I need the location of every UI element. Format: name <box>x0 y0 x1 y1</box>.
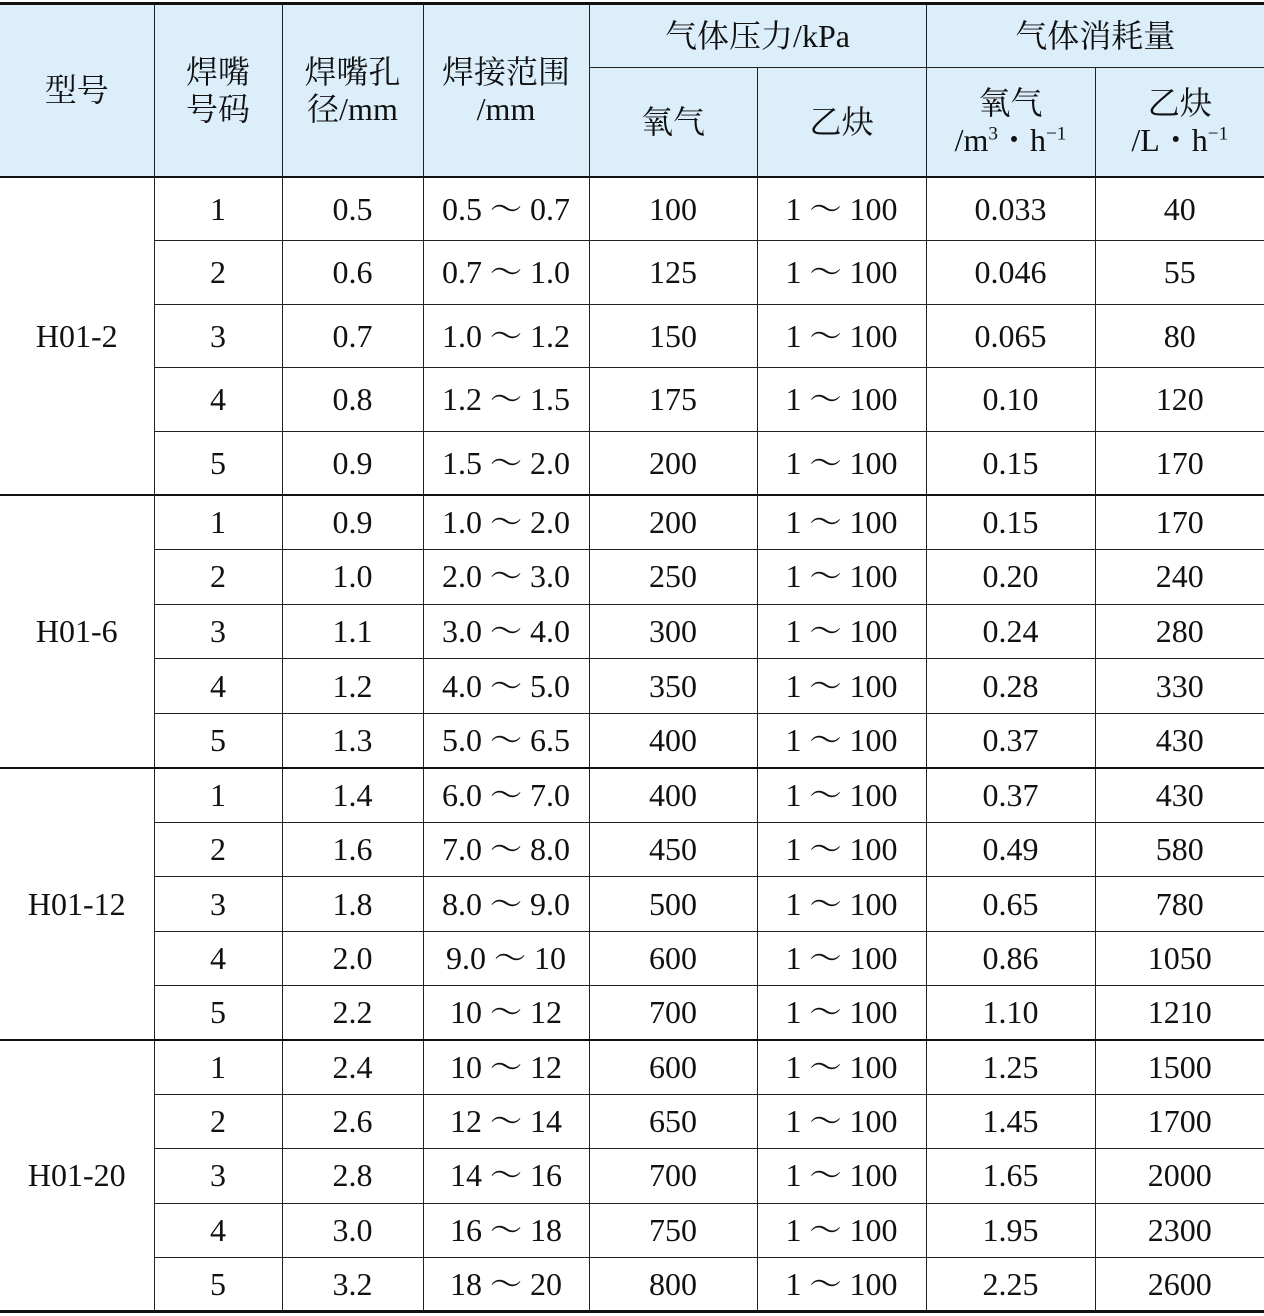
acetylene-pressure-cell: 1 ～ 100 <box>757 768 926 822</box>
table-row <box>0 368 1264 432</box>
welding-torch-spec-table <box>0 2 1264 1313</box>
oxygen-pressure-cell: 250 <box>589 550 757 605</box>
acetylene-pressure-cell: 1 ～ 100 <box>757 304 926 368</box>
table-row <box>0 431 1264 495</box>
oxygen-consumption-cell: 1.45 <box>926 1094 1095 1148</box>
acetylene-pressure-cell: 1 ～ 100 <box>757 877 926 931</box>
oxygen-consumption-cell: 0.49 <box>926 822 1095 876</box>
tip-diameter-cell: 0.9 <box>282 495 423 550</box>
tip-diameter-cell: 1.8 <box>282 877 423 931</box>
oxygen-pressure-cell: 800 <box>589 1257 757 1311</box>
tip-number-cell: 5 <box>154 986 282 1040</box>
model-group <box>0 768 1264 1040</box>
acetylene-pressure-cell: 1 ～ 100 <box>757 986 926 1040</box>
table-row <box>0 241 1264 305</box>
tip-number-cell: 4 <box>154 368 282 432</box>
header-oxygen-pressure: 氧气 <box>589 68 757 178</box>
table-row <box>0 550 1264 605</box>
header-oxygen-consumption <box>926 68 1095 178</box>
oxygen-pressure-cell: 125 <box>589 241 757 305</box>
weld-range-cell: 10 ～ 12 <box>423 1040 589 1094</box>
tip-number-cell: 1 <box>154 495 282 550</box>
tip-number-cell: 2 <box>154 241 282 305</box>
tip-number-cell: 3 <box>154 604 282 659</box>
acetylene-consumption-cell: 280 <box>1095 604 1264 659</box>
weld-range-cell: 4.0 ～ 5.0 <box>423 659 589 714</box>
acetylene-consumption-cell: 780 <box>1095 877 1264 931</box>
acetylene-pressure-cell: 1 ～ 100 <box>757 550 926 605</box>
table-row <box>0 986 1264 1040</box>
header-acetylene-pressure: 乙炔 <box>757 68 926 178</box>
tip-number-cell: 3 <box>154 877 282 931</box>
weld-range-cell: 16 ～ 18 <box>423 1203 589 1257</box>
acetylene-consumption-cell: 2000 <box>1095 1149 1264 1203</box>
weld-range-cell: 10 ～ 12 <box>423 986 589 1040</box>
oxygen-pressure-cell: 350 <box>589 659 757 714</box>
oxygen-pressure-cell: 600 <box>589 1040 757 1094</box>
table-row <box>0 495 1264 550</box>
tip-diameter-cell: 0.5 <box>282 177 423 241</box>
acetylene-pressure-cell: 1 ～ 100 <box>757 931 926 985</box>
tip-diameter-cell: 0.6 <box>282 241 423 305</box>
acetylene-pressure-cell: 1 ～ 100 <box>757 177 926 241</box>
oxygen-pressure-cell: 600 <box>589 931 757 985</box>
acetylene-consumption-cell: 240 <box>1095 550 1264 605</box>
acetylene-pressure-cell: 1 ～ 100 <box>757 1149 926 1203</box>
tip-diameter-cell: 1.4 <box>282 768 423 822</box>
oxygen-consumption-cell: 0.046 <box>926 241 1095 305</box>
oxygen-pressure-cell: 200 <box>589 495 757 550</box>
acetylene-pressure-cell: 1 ～ 100 <box>757 659 926 714</box>
oxygen-consumption-cell: 0.10 <box>926 368 1095 432</box>
model-group <box>0 495 1264 768</box>
acetylene-pressure-cell: 1 ～ 100 <box>757 1203 926 1257</box>
acetylene-consumption-cell: 120 <box>1095 368 1264 432</box>
oxygen-consumption-cell: 0.15 <box>926 495 1095 550</box>
acetylene-pressure-cell: 1 ～ 100 <box>757 495 926 550</box>
acetylene-consumption-cell: 55 <box>1095 241 1264 305</box>
acetylene-consumption-cell: 580 <box>1095 822 1264 876</box>
table-row <box>0 304 1264 368</box>
tip-diameter-cell: 2.0 <box>282 931 423 985</box>
tip-diameter-cell: 3.2 <box>282 1257 423 1311</box>
oxygen-consumption-cell: 2.25 <box>926 1257 1095 1311</box>
oxygen-consumption-cell: 0.065 <box>926 304 1095 368</box>
table-row <box>0 822 1264 876</box>
weld-range-cell: 1.2 ～ 1.5 <box>423 368 589 432</box>
oxygen-pressure-cell: 150 <box>589 304 757 368</box>
model-cell: H01-6 <box>0 495 154 768</box>
oxygen-pressure-cell: 400 <box>589 768 757 822</box>
header-acetylene-consumption <box>1095 68 1264 178</box>
table-row <box>0 604 1264 659</box>
table-header <box>0 4 1264 178</box>
acetylene-consumption-cell: 2600 <box>1095 1257 1264 1311</box>
weld-range-cell: 1.0 ～ 2.0 <box>423 495 589 550</box>
acetylene-pressure-cell: 1 ～ 100 <box>757 822 926 876</box>
acetylene-pressure-cell: 1 ～ 100 <box>757 241 926 305</box>
tip-number-cell: 5 <box>154 1257 282 1311</box>
oxygen-consumption-cell: 0.24 <box>926 604 1095 659</box>
oxygen-consumption-cell: 1.65 <box>926 1149 1095 1203</box>
tip-diameter-cell: 1.3 <box>282 713 423 768</box>
header-gas-consumption: 气体消耗量 <box>926 4 1264 68</box>
acetylene-pressure-cell: 1 ～ 100 <box>757 368 926 432</box>
model-cell: H01-12 <box>0 768 154 1040</box>
oxygen-pressure-cell: 300 <box>589 604 757 659</box>
weld-range-cell: 1.0 ～ 1.2 <box>423 304 589 368</box>
tip-number-cell: 4 <box>154 659 282 714</box>
tip-number-cell: 2 <box>154 1094 282 1148</box>
oxygen-consumption-cell: 1.10 <box>926 986 1095 1040</box>
tip-diameter-cell: 1.2 <box>282 659 423 714</box>
oxygen-consumption-cell: 0.37 <box>926 768 1095 822</box>
tip-diameter-cell: 2.6 <box>282 1094 423 1148</box>
tip-number-cell: 4 <box>154 931 282 985</box>
table-row <box>0 659 1264 714</box>
acetylene-pressure-cell: 1 ～ 100 <box>757 713 926 768</box>
acetylene-consumption-label: 乙炔 <box>1147 85 1212 122</box>
tip-number-cell: 4 <box>154 1203 282 1257</box>
oxygen-consumption-cell: 0.15 <box>926 431 1095 495</box>
acetylene-consumption-cell: 1050 <box>1095 931 1264 985</box>
tip-number-cell: 5 <box>154 431 282 495</box>
acetylene-pressure-cell: 1 ～ 100 <box>757 1257 926 1311</box>
tip-diameter-cell: 2.8 <box>282 1149 423 1203</box>
acetylene-consumption-cell: 2300 <box>1095 1203 1264 1257</box>
acetylene-consumption-cell: 430 <box>1095 768 1264 822</box>
header-tip-number: 焊嘴 号码 <box>154 4 282 178</box>
tip-diameter-cell: 1.1 <box>282 604 423 659</box>
tip-diameter-cell: 3.0 <box>282 1203 423 1257</box>
table-row <box>0 177 1264 241</box>
model-group <box>0 1040 1264 1312</box>
acetylene-consumption-cell: 1500 <box>1095 1040 1264 1094</box>
oxygen-pressure-cell: 700 <box>589 1149 757 1203</box>
oxygen-consumption-cell: 1.25 <box>926 1040 1095 1094</box>
model-group <box>0 177 1264 495</box>
acetylene-pressure-cell: 1 ～ 100 <box>757 604 926 659</box>
weld-range-cell: 1.5 ～ 2.0 <box>423 431 589 495</box>
table-row <box>0 713 1264 768</box>
acetylene-consumption-cell: 1700 <box>1095 1094 1264 1148</box>
oxygen-consumption-cell: 0.86 <box>926 931 1095 985</box>
header-model: 型号 <box>0 4 154 178</box>
tip-diameter-cell: 2.4 <box>282 1040 423 1094</box>
model-cell: H01-2 <box>0 177 154 495</box>
tip-number-cell: 1 <box>154 768 282 822</box>
oxygen-pressure-cell: 750 <box>589 1203 757 1257</box>
acetylene-pressure-cell: 1 ～ 100 <box>757 1094 926 1148</box>
tip-number-cell: 5 <box>154 713 282 768</box>
oxygen-consumption-cell: 0.28 <box>926 659 1095 714</box>
oxygen-pressure-cell: 500 <box>589 877 757 931</box>
oxygen-pressure-cell: 200 <box>589 431 757 495</box>
table-row <box>0 1149 1264 1203</box>
weld-range-cell: 0.5 ～ 0.7 <box>423 177 589 241</box>
table-row <box>0 877 1264 931</box>
weld-range-cell: 7.0 ～ 8.0 <box>423 822 589 876</box>
tip-diameter-cell: 0.7 <box>282 304 423 368</box>
oxygen-consumption-cell: 0.033 <box>926 177 1095 241</box>
tip-number-cell: 2 <box>154 822 282 876</box>
oxygen-consumption-cell: 0.65 <box>926 877 1095 931</box>
table-row <box>0 768 1264 822</box>
tip-diameter-cell: 0.9 <box>282 431 423 495</box>
tip-number-cell: 1 <box>154 177 282 241</box>
weld-range-cell: 5.0 ～ 6.5 <box>423 713 589 768</box>
acetylene-consumption-cell: 430 <box>1095 713 1264 768</box>
oxygen-pressure-cell: 450 <box>589 822 757 876</box>
weld-range-cell: 2.0 ～ 3.0 <box>423 550 589 605</box>
acetylene-consumption-cell: 1210 <box>1095 986 1264 1040</box>
oxygen-pressure-cell: 650 <box>589 1094 757 1148</box>
table-row <box>0 1094 1264 1148</box>
acetylene-pressure-cell: 1 ～ 100 <box>757 431 926 495</box>
oxygen-pressure-cell: 400 <box>589 713 757 768</box>
model-cell: H01-20 <box>0 1040 154 1312</box>
weld-range-cell: 18 ～ 20 <box>423 1257 589 1311</box>
acetylene-pressure-cell: 1 ～ 100 <box>757 1040 926 1094</box>
weld-range-cell: 9.0 ～ 10 <box>423 931 589 985</box>
tip-number-cell: 2 <box>154 550 282 605</box>
acetylene-consumption-cell: 330 <box>1095 659 1264 714</box>
tip-diameter-cell: 2.2 <box>282 986 423 1040</box>
acetylene-consumption-cell: 170 <box>1095 431 1264 495</box>
acetylene-consumption-cell: 80 <box>1095 304 1264 368</box>
weld-range-cell: 6.0 ～ 7.0 <box>423 768 589 822</box>
oxygen-consumption-cell: 1.95 <box>926 1203 1095 1257</box>
weld-range-cell: 0.7 ～ 1.0 <box>423 241 589 305</box>
header-gas-pressure: 气体压力/kPa <box>589 4 926 68</box>
tip-diameter-cell: 0.8 <box>282 368 423 432</box>
weld-range-cell: 12 ～ 14 <box>423 1094 589 1148</box>
tip-diameter-cell: 1.0 <box>282 550 423 605</box>
oxygen-consumption-unit: $/m^3$・$h^{-1}$ <box>954 122 1067 158</box>
tip-number-cell: 1 <box>154 1040 282 1094</box>
tip-number-cell: 3 <box>154 1149 282 1203</box>
tip-number-cell: 3 <box>154 304 282 368</box>
table-row <box>0 1203 1264 1257</box>
weld-range-cell: 14 ～ 16 <box>423 1149 589 1203</box>
oxygen-consumption-label: 氧气 <box>978 85 1043 122</box>
acetylene-consumption-cell: 40 <box>1095 177 1264 241</box>
acetylene-consumption-unit: /L・$h^{-1}$ <box>1131 122 1229 158</box>
table-row <box>0 931 1264 985</box>
oxygen-consumption-cell: 0.20 <box>926 550 1095 605</box>
acetylene-consumption-cell: 170 <box>1095 495 1264 550</box>
oxygen-pressure-cell: 175 <box>589 368 757 432</box>
tip-diameter-cell: 1.6 <box>282 822 423 876</box>
weld-range-cell: 3.0 ～ 4.0 <box>423 604 589 659</box>
table-row <box>0 1257 1264 1311</box>
table-row <box>0 1040 1264 1094</box>
weld-range-cell: 8.0 ～ 9.0 <box>423 877 589 931</box>
oxygen-pressure-cell: 100 <box>589 177 757 241</box>
oxygen-pressure-cell: 700 <box>589 986 757 1040</box>
header-tip-diameter: 焊嘴孔 径/mm <box>282 4 423 178</box>
header-weld-range: 焊接范围 /mm <box>423 4 589 178</box>
oxygen-consumption-cell: 0.37 <box>926 713 1095 768</box>
